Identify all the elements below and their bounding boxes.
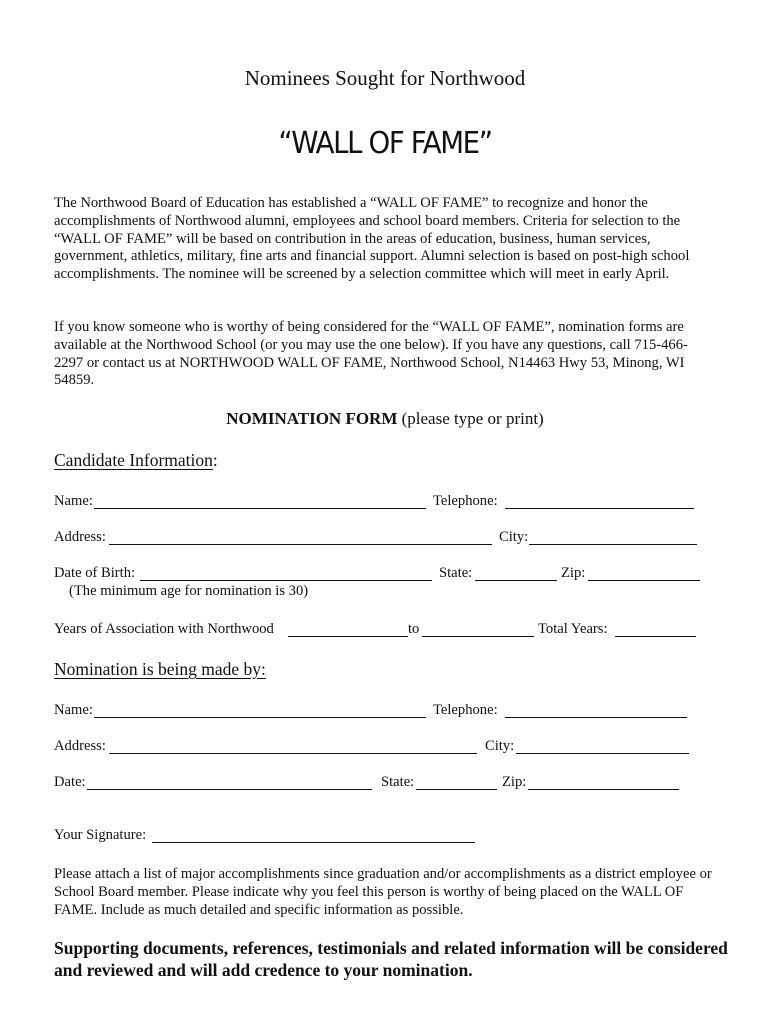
years-association-label: Years of Association with Northwood bbox=[54, 621, 274, 637]
years-to-field[interactable] bbox=[422, 636, 534, 637]
candidate-address-label: Address: bbox=[54, 529, 106, 545]
form-heading-bold: NOMINATION FORM bbox=[226, 409, 398, 428]
nominator-city-label: City: bbox=[485, 738, 515, 754]
years-to-label: to bbox=[408, 621, 420, 637]
form-heading-note: (please type or print) bbox=[397, 409, 544, 428]
nominator-city-field[interactable] bbox=[516, 753, 689, 754]
years-from-field[interactable] bbox=[288, 636, 408, 637]
nominator-address-field[interactable] bbox=[109, 753, 477, 754]
document-title: “WALL OF FAME” bbox=[278, 126, 492, 161]
nominator-state-field[interactable] bbox=[416, 789, 497, 790]
candidate-telephone-label: Telephone: bbox=[433, 493, 498, 509]
candidate-zip-field[interactable] bbox=[588, 580, 700, 581]
min-age-note: (The minimum age for nomination is 30) bbox=[69, 583, 309, 599]
nominator-telephone-label: Telephone: bbox=[433, 702, 498, 718]
nominator-section-heading: Nomination is being made by: bbox=[54, 659, 266, 679]
candidate-name-field[interactable] bbox=[94, 508, 426, 509]
nominator-name-field[interactable] bbox=[94, 717, 426, 718]
candidate-city-field[interactable] bbox=[529, 544, 697, 545]
nominator-telephone-field[interactable] bbox=[505, 717, 687, 718]
signature-label: Your Signature: bbox=[54, 827, 147, 843]
signature-field[interactable] bbox=[152, 842, 475, 843]
intro-paragraph: The Northwood Board of Education has established a “WALL OF FAME” to recognize and honor the accomplishments of Northwood alumni, employees and school board members. Criteria for selection to the “WALL OF FAME” will be based on contribution in the areas of education, business, human services, government, athletics, military, fine arts and financial support. Alumni selection is based on post-high school accomplishments. The nominee will be screened by a selection committee which will meet in early April. bbox=[54, 195, 690, 283]
form-heading bbox=[0, 409, 770, 429]
nominator-state-label: State: bbox=[381, 774, 415, 790]
candidate-telephone-field[interactable] bbox=[505, 508, 694, 509]
candidate-dob-label: Date of Birth: bbox=[54, 565, 136, 581]
contact-paragraph: If you know someone who is worthy of being considered for the “WALL OF FAME”, nomination forms are available at the Northwood School (or you may use the one below). If you have any questions, call 715-466-2297 or contact us at NORTHWOOD WALL OF FAME, Northwood School, N14463 Hwy 53, Minong, WI 54859. bbox=[54, 319, 688, 389]
candidate-state-field[interactable] bbox=[475, 580, 557, 581]
closing-statement: Supporting documents, references, testimonials and related information will be considered and reviewed and will add credence to your nomination. bbox=[54, 938, 728, 980]
candidate-state-label: State: bbox=[439, 565, 473, 581]
candidate-section-heading bbox=[54, 450, 218, 471]
document-subtitle: Nominees Sought for Northwood bbox=[244, 66, 526, 90]
nominator-zip-field[interactable] bbox=[528, 789, 679, 790]
total-years-field[interactable] bbox=[615, 636, 696, 637]
nominator-name-label: Name: bbox=[54, 702, 93, 718]
candidate-dob-field[interactable] bbox=[140, 580, 432, 581]
candidate-city-label: City: bbox=[499, 529, 529, 545]
candidate-name-label: Name: bbox=[54, 493, 93, 509]
total-years-label: Total Years: bbox=[538, 621, 608, 637]
attach-instructions: Please attach a list of major accomplishments since graduation and/or accomplishments as a district employee or School Board member. Please indicate why you feel this person is worthy of being placed on the WALL OF FAME. Include as much detailed and specific information as possible. bbox=[54, 866, 712, 918]
candidate-zip-label: Zip: bbox=[561, 565, 586, 581]
candidate-address-field[interactable] bbox=[109, 544, 492, 545]
nominator-zip-label: Zip: bbox=[502, 774, 527, 790]
candidate-section-label: Candidate Information bbox=[54, 450, 213, 470]
candidate-section-colon: : bbox=[212, 450, 218, 470]
nominator-date-label: Date: bbox=[54, 774, 86, 790]
nominator-address-label: Address: bbox=[54, 738, 106, 754]
nominator-date-field[interactable] bbox=[87, 789, 372, 790]
